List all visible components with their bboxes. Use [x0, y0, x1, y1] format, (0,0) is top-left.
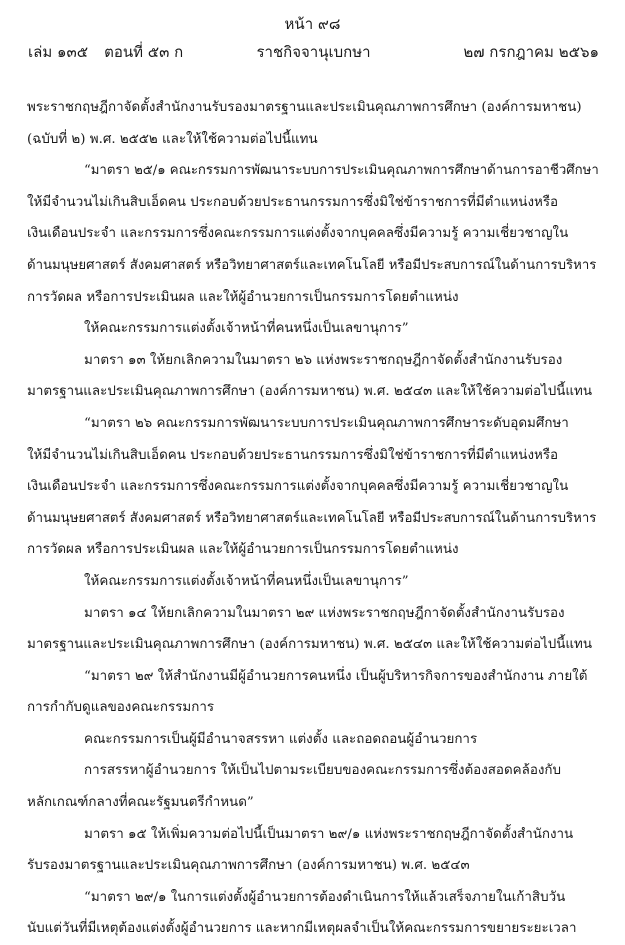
text-line: มาตรฐานและประเมินคุณภาพการศึกษา (องค์การมหาชน) พ.ศ. ๒๕๔๓ และให้ใช้ความต่อไปนี้แทน	[27, 384, 593, 400]
text-line: มาตรา ๑๓ ให้ยกเลิกความในมาตรา ๒๖ แห่งพระราชกฤษฎีกาจัดตั้งสำนักงานรับรอง	[84, 352, 563, 368]
issue-date: ๒๗ กรกฎาคม ๒๕๖๑	[463, 43, 599, 61]
text-line: การสรรหาผู้อำนวยการ ให้เป็นไปตามระเบียบของคณะกรรมการซึ่งต้องสอดคล้องกับ	[84, 763, 562, 779]
text-line: หลักเกณฑ์กลางที่คณะรัฐมนตรีกำหนด”	[27, 795, 254, 811]
section: ตอนที่ ๕๓ ก	[104, 43, 184, 61]
text-line: มาตรา ๑๔ ให้ยกเลิกความในมาตรา ๒๙ แห่งพระราชกฤษฎีกาจัดตั้งสำนักงานรับรอง	[84, 605, 565, 621]
text-line: ให้มีจำนวนไม่เกินสิบเอ็ดคน ประกอบด้วยประธานกรรมการซึ่งมิใช่ข้าราชการที่มีตำแหน่งหรือ	[27, 447, 559, 463]
text-line: การวัดผล หรือการประเมินผล และให้ผู้อำนวยการเป็นกรรมการโดยตำแหน่ง	[27, 289, 459, 305]
text-line: “มาตรา ๒๙ ให้สำนักงานมีผู้อำนวยการคนหนึ่ง เป็นผู้บริหารกิจการของสำนักงาน ภายใต้	[84, 668, 588, 684]
text-line: (ฉบับที่ ๒) พ.ศ. ๒๕๕๒ และให้ใช้ความต่อไปนี้แทน	[27, 131, 318, 147]
text-line: การกำกับดูแลของคณะกรรมการ	[27, 700, 215, 716]
page-number: หน้า ๙๘	[284, 15, 341, 33]
text-line: คณะกรรมการเป็นผู้มีอำนาจสรรหา แต่งตั้ง และถอดถอนผู้อำนวยการ	[84, 731, 478, 747]
text-line: นับแต่วันที่มีเหตุต้องแต่งตั้งผู้อำนวยการ และหากมีเหตุผลจำเป็นให้คณะกรรมการขยายระยะเวลา	[27, 921, 577, 937]
text-line: ให้คณะกรรมการแต่งตั้งเจ้าหน้าที่คนหนึ่งเป็นเลขานุการ”	[84, 321, 409, 337]
text-line: ด้านมนุษยศาสตร์ สังคมศาสตร์ หรือวิทยาศาสตร์และเทคโนโลยี หรือมีประสบการณ์ในด้านการบริหาร	[27, 257, 597, 273]
text-line: มาตรา ๑๕ ให้เพิ่มความต่อไปนี้เป็นมาตรา ๒๙/๑ แห่งพระราชกฤษฎีกาจัดตั้งสำนักงาน	[84, 826, 574, 842]
publication-title: ราชกิจจานุเบกษา	[256, 43, 371, 61]
document-body	[27, 92, 603, 945]
text-line: เงินเดือนประจำ และกรรมการซึ่งคณะกรรมการแต่งตั้งจากบุคคลซึ่งมีความรู้ ความเชี่ยวชาญใน	[27, 226, 569, 242]
running-header	[28, 40, 599, 64]
text-line: พระราชกฤษฎีกาจัดตั้งสำนักงานรับรองมาตรฐานและประเมินคุณภาพการศึกษา (องค์การมหาชน)	[27, 100, 582, 115]
text-line: การวัดผล หรือการประเมินผล และให้ผู้อำนวยการเป็นกรรมการโดยตำแหน่ง	[27, 542, 459, 558]
text-line: รับรองมาตรฐานและประเมินคุณภาพการศึกษา (องค์การมหาชน) พ.ศ. ๒๕๔๓	[27, 858, 470, 874]
text-line: ให้คณะกรรมการแต่งตั้งเจ้าหน้าที่คนหนึ่งเป็นเลขานุการ”	[84, 573, 409, 589]
text-line: “มาตรา ๒๖ คณะกรรมการพัฒนาระบบการประเมินคุณภาพการศึกษาระดับอุดมศึกษา	[84, 415, 569, 431]
text-line: มาตรฐานและประเมินคุณภาพการศึกษา (องค์การมหาชน) พ.ศ. ๒๕๔๓ และให้ใช้ความต่อไปนี้แทน	[27, 637, 593, 653]
text-line: “มาตรา ๒๕/๑ คณะกรรมการพัฒนาระบบการประเมินคุณภาพการศึกษาด้านการอาชีวศึกษา	[84, 163, 599, 179]
text-line: “มาตรา ๒๙/๑ ในการแต่งตั้งผู้อำนวยการต้องดำเนินการให้แล้วเสร็จภายในเก้าสิบวัน	[84, 889, 566, 905]
volume: เล่ม ๑๓๕	[28, 43, 89, 61]
text-line: เงินเดือนประจำ และกรรมการซึ่งคณะกรรมการแต่งตั้งจากบุคคลซึ่งมีความรู้ ความเชี่ยวชาญใน	[27, 479, 569, 495]
text-line: ให้มีจำนวนไม่เกินสิบเอ็ดคน ประกอบด้วยประธานกรรมการซึ่งมิใช่ข้าราชการที่มีตำแหน่งหรือ	[27, 194, 559, 210]
text-line: ด้านมนุษยศาสตร์ สังคมศาสตร์ หรือวิทยาศาสตร์และเทคโนโลยี หรือมีประสบการณ์ในด้านการบริหาร	[27, 510, 597, 526]
